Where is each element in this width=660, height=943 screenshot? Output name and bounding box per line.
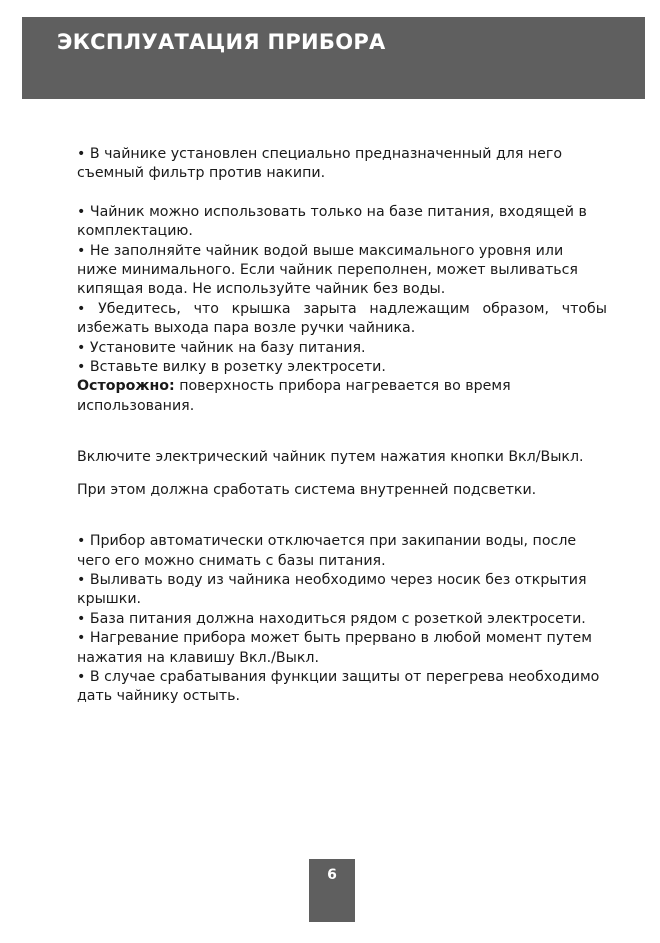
paragraph-overheat: • В случае срабатывания функции защиты от перегрева необходимо дать чайнику остыть. xyxy=(77,668,600,705)
warning-text: поверхность прибора нагревается во время использования. xyxy=(77,378,511,414)
warning-paragraph xyxy=(77,377,607,416)
instruction-backlight: При этом должна сработать система внутренней подсветки. xyxy=(77,481,537,498)
paragraph-water-level: • Не заполняйте чайник водой выше максимального уровня или ниже минимального. Если чайник переполнен, может выливаться кипящая вода. Не используйте чайник без воды. xyxy=(77,242,578,298)
paragraph-lid: • Убедитесь, что крышка зарыта надлежащим образом, чтобы избежать выхода пара возле ручки чайника. xyxy=(77,300,607,337)
paragraph-pour: • Выливать воду из чайника необходимо через носик без открытия крышки. xyxy=(77,571,587,608)
paragraph-interrupt: • Нагревание прибора может быть прервано в любой момент путем нажатия на клавишу Вкл./Выкл. xyxy=(77,630,592,666)
paragraph-base: • Чайник можно использовать только на базе питания, входящей в комплектацию. xyxy=(77,203,587,240)
page-number-box xyxy=(309,859,355,922)
instruction-turn-on: Включите электрический чайник путем нажатия кнопки Вкл/Выкл. xyxy=(77,449,584,466)
page-number: 6 xyxy=(327,867,337,883)
paragraph-base-location: • База питания должна находиться рядом с розеткой электросети. xyxy=(77,610,586,627)
paragraph-filter: • В чайнике установлен специально предназначенный для него съемный фильтр против накипи. xyxy=(77,146,563,182)
page-title: ЭКСПЛУАТАЦИЯ ПРИБОРА xyxy=(57,30,386,54)
page-content xyxy=(77,145,607,707)
warning-label: Осторожно: xyxy=(77,378,175,395)
paragraph-auto-off: • Прибор автоматически отключается при закипании воды, после чего его можно снимать с базы питания. xyxy=(77,533,577,569)
paragraph-plug: • Вставьте вилку в розетку электросети. xyxy=(77,359,386,376)
paragraph-install: • Установите чайник на базу питания. xyxy=(77,339,366,356)
